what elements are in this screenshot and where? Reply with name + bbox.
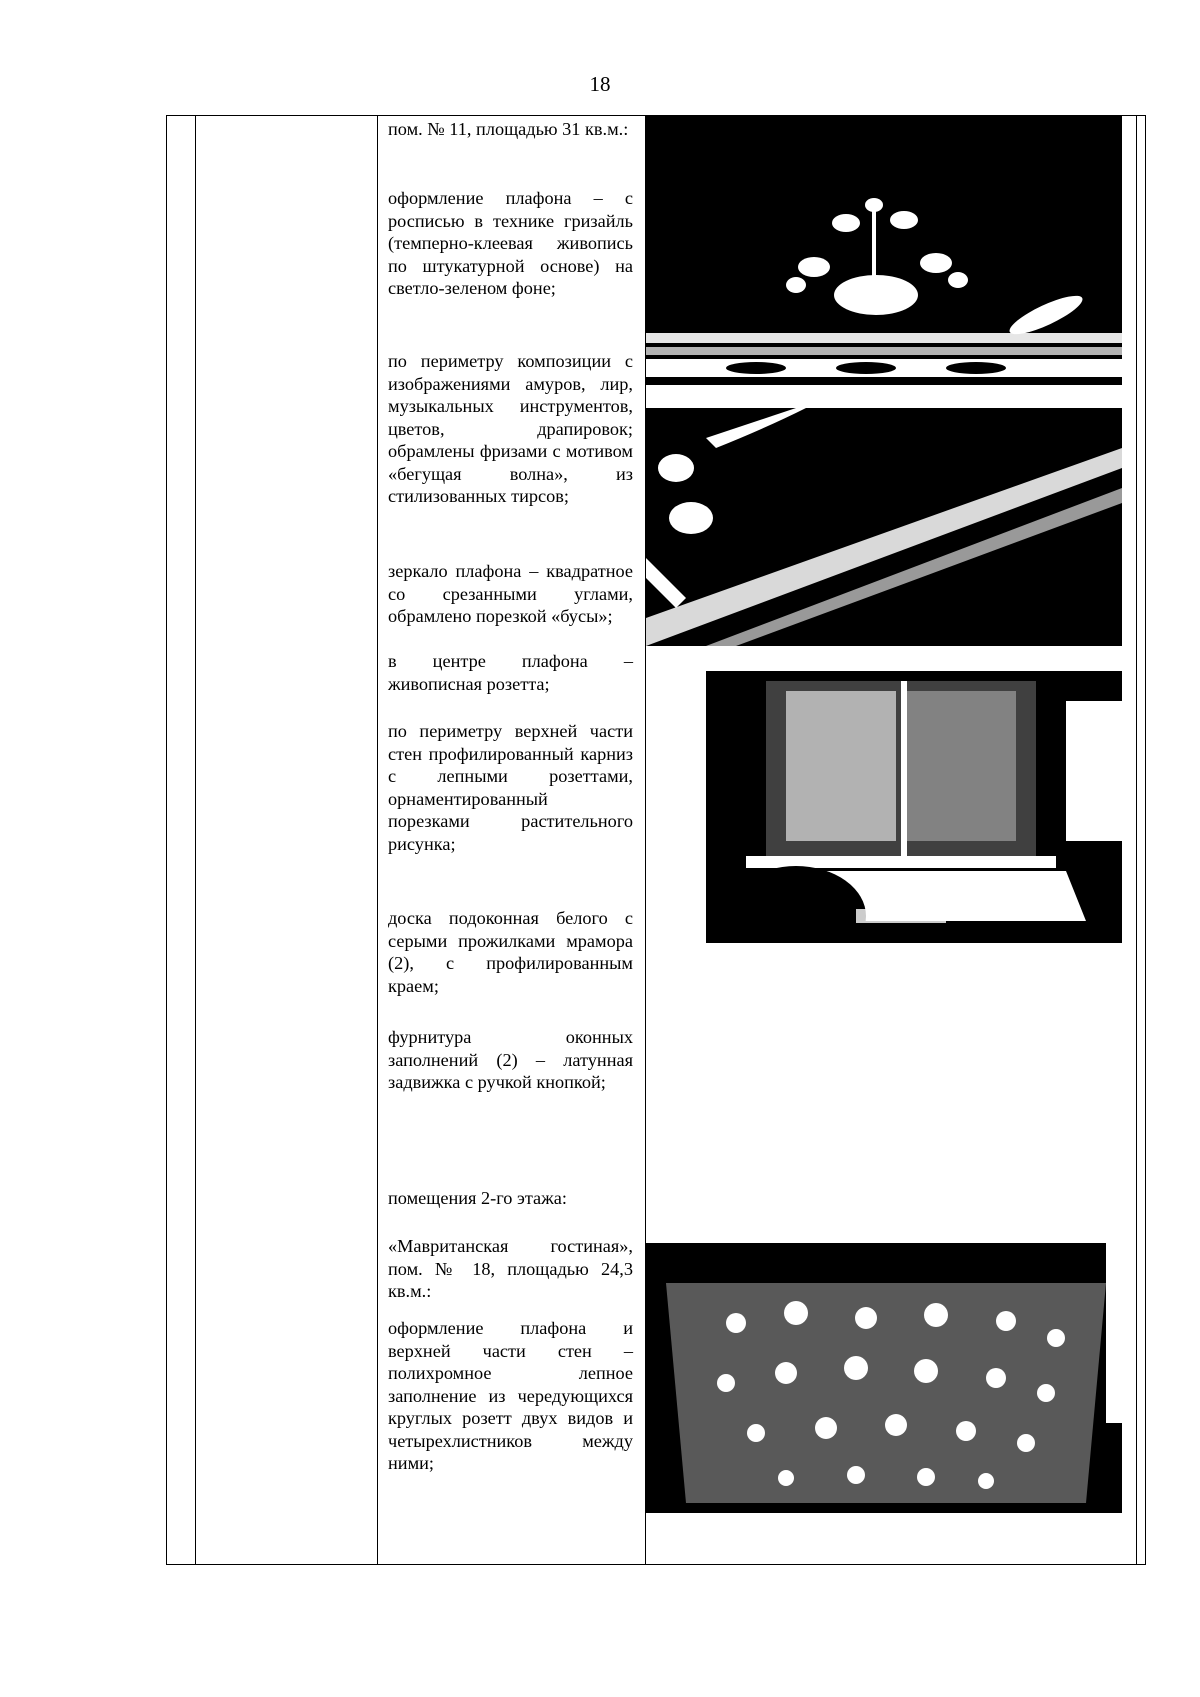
second-floor-heading: помещения 2-го этажа:: [388, 1188, 567, 1208]
photo-window-sill: [646, 671, 1122, 943]
page-number: 18: [589, 72, 611, 96]
plafond-decoration-text: оформление плафона – с росписью в технике гризайль (темперно-клеевая живопись по штукатурной основе) на светло-зеленом фоне;: [388, 188, 633, 298]
moorish-room-heading: «Мавританская гостиная», пом. № 18, площадью 24,3 кв.м.:: [388, 1236, 633, 1301]
composition-perimeter-text: по периметру композиции с изображениями амуров, лир, музыкальных инструментов, цветов, драпировок; обрамлены фризами с мотивом «бегущая волна», из стилизованных тирсов;: [388, 351, 633, 506]
photo-chandelier-ceiling: [646, 115, 1122, 385]
photo-ceiling-corner-cornice: [646, 408, 1122, 646]
column-divider-2: [377, 116, 378, 1564]
cornice-text: по периметру верхней части стен профилированный карниз с лепными розеттами, орнаментированный порезками растительного рисунка;: [388, 721, 633, 854]
column-divider-1: [195, 116, 196, 1564]
moorish-plafond-text: оформление плафона и верхней части стен – полихромное лепное заполнение из чередующихся круглых розетт двух видов и четырехлистников между ними;: [388, 1318, 633, 1473]
windowsill-text: доска подоконная белого с серыми прожилками мрамора (2), с профилированным краем;: [388, 908, 633, 996]
plafond-center-text: в центре плафона – живописная розетта;: [388, 651, 633, 694]
column-divider-4: [1136, 116, 1137, 1564]
photo-moorish-ceiling: [646, 1243, 1122, 1513]
plafond-mirror-text: зеркало плафона – квадратное со срезанными углами, обрамлено порезкой «бусы»;: [388, 561, 633, 626]
room-11-heading: пом. № 11, площадью 31 кв.м.:: [388, 119, 629, 139]
window-fittings-text: фурнитура оконных заполнений (2) – латунная задвижка с ручкой кнопкой;: [388, 1027, 633, 1092]
